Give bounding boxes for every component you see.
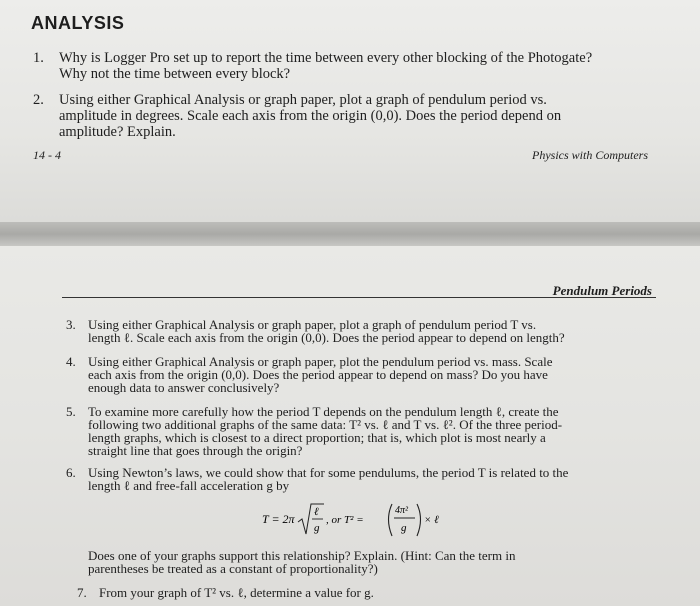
book-title: Physics with Computers	[532, 148, 648, 162]
question-line: straight line that goes through the origin?	[88, 443, 303, 458]
question-line: enough data to answer conclusively?	[88, 380, 280, 395]
question-line: Using either Graphical Analysis or graph paper, plot a graph of pendulum period T vs.	[88, 317, 537, 332]
equation-numerator: 4π²	[395, 505, 409, 516]
question-number: 7.	[77, 585, 87, 600]
left-paren	[389, 504, 393, 536]
question-line: each axis from the origin (0,0). Does the period appear to depend on mass? Do you have	[88, 367, 548, 382]
question-6-followup	[88, 549, 648, 577]
question-line: To examine more carefully how the period T depends on the pendulum length ℓ, create the	[88, 404, 559, 419]
question-line: parentheses be treated as a constant of proportionality?)	[88, 561, 378, 576]
question-line: Using either Graphical Analysis or graph paper, plot the pendulum period vs. mass. Scale	[88, 354, 553, 369]
period-equation	[262, 498, 462, 542]
question-7	[77, 586, 637, 602]
question-1	[33, 50, 673, 84]
question-number: 6.	[66, 465, 76, 480]
equation-lhs: T = 2π	[262, 512, 295, 526]
page-gap	[0, 222, 700, 246]
question-line: length ℓ and free-fall acceleration g by	[88, 478, 290, 493]
equation-denominator: g	[401, 522, 407, 534]
equation-numerator: ℓ	[314, 506, 319, 518]
question-line: amplitude? Explain.	[59, 124, 176, 140]
question-number: 1.	[33, 50, 44, 66]
equation-middle: , or T² =	[326, 514, 364, 526]
question-number: 5.	[66, 404, 76, 419]
question-number: 2.	[33, 92, 44, 108]
question-line: following two additional graphs of the same data: T² vs. ℓ and T vs. ℓ². Of the three period-	[88, 417, 563, 432]
right-paren	[417, 504, 421, 536]
equation-denominator: g	[314, 522, 320, 534]
page-number: 14 - 4	[33, 148, 61, 162]
question-line: length ℓ. Scale each axis from the origin (0,0). Does the period appear to depend on length?	[88, 330, 565, 345]
question-number: 3.	[66, 317, 76, 332]
question-number: 4.	[66, 354, 76, 369]
question-line: From your graph of T² vs. ℓ, determine a value for g.	[99, 585, 374, 600]
question-4	[66, 355, 666, 397]
section-title: Pendulum Periods	[552, 283, 652, 298]
question-line: length graphs, which is closest to a direct proportion; that is, which plot is most nearly a	[88, 430, 546, 445]
question-line: Using either Graphical Analysis or graph paper, plot a graph of pendulum period vs.	[59, 92, 547, 108]
analysis-heading: ANALYSIS	[31, 13, 125, 33]
question-6	[66, 466, 666, 494]
question-line: amplitude in degrees. Scale each axis from the origin (0,0). Does the period depend on	[59, 108, 562, 124]
question-line: Using Newton’s laws, we could show that for some pendulums, the period T is related to the	[88, 465, 569, 480]
question-line: Does one of your graphs support this relationship? Explain. (Hint: Can the term in	[88, 548, 516, 563]
question-line: Why not the time between every block?	[59, 66, 291, 82]
equation-tail: × ℓ	[424, 514, 439, 526]
question-5	[66, 405, 666, 460]
section-rule	[62, 297, 656, 298]
question-2	[33, 92, 673, 142]
question-line: Why is Logger Pro set up to report the time between every other blocking of the Photogate?	[59, 50, 593, 66]
question-3	[66, 318, 666, 346]
